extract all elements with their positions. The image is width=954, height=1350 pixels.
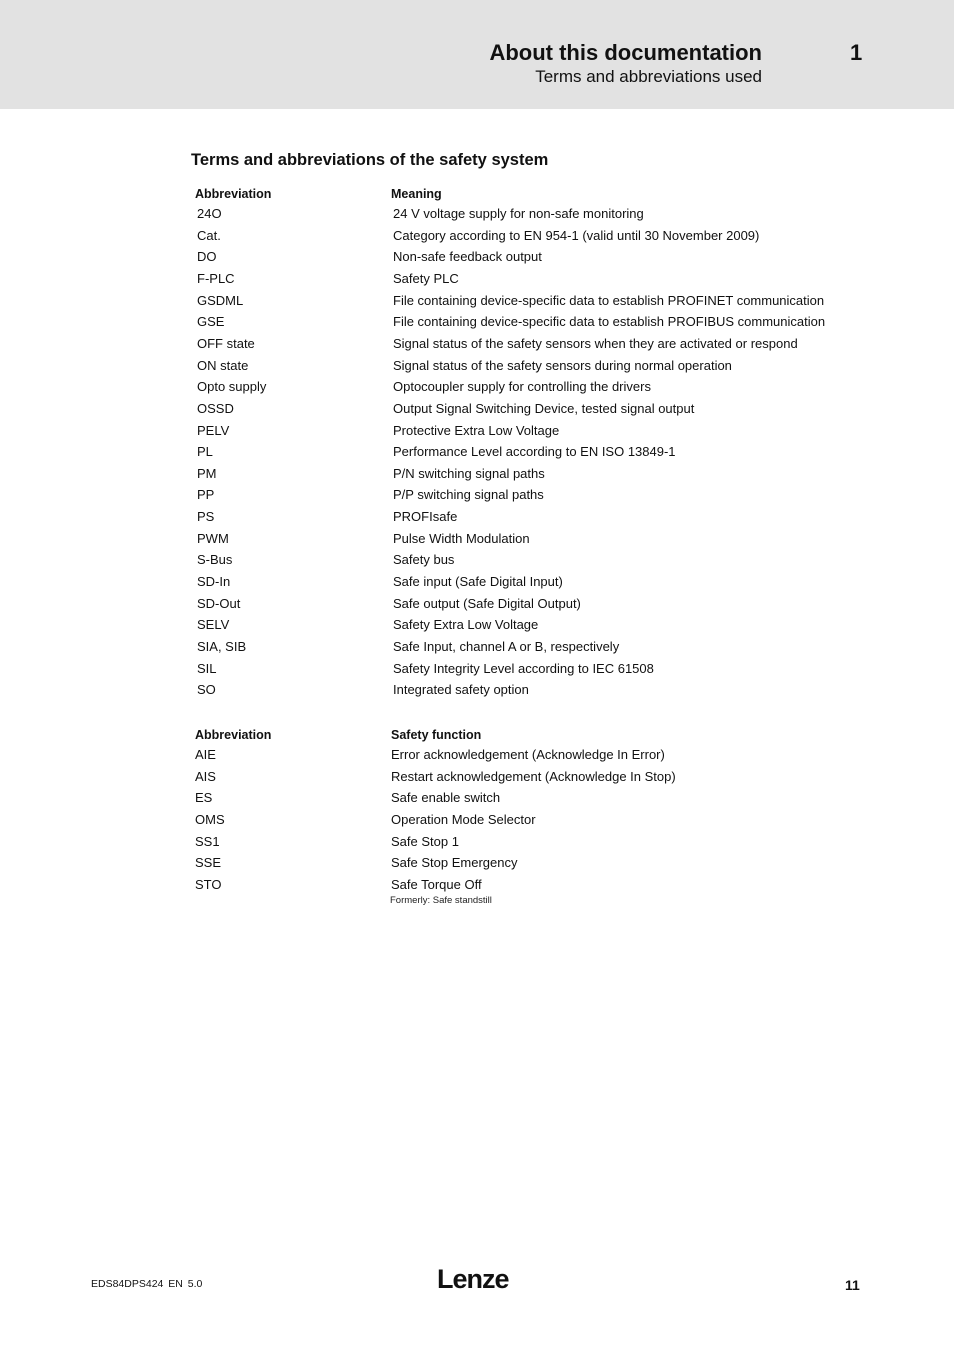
section-heading: Terms and abbreviations of the safety system	[191, 151, 549, 169]
meaning-cell: Integrated safety option	[393, 682, 529, 698]
chapter-subtitle: Terms and abbreviations used	[535, 67, 762, 86]
abbreviation-cell: GSE	[197, 314, 225, 330]
meaning-cell: Pulse Width Modulation	[393, 530, 530, 546]
meaning-cell: Safe input (Safe Digital Input)	[393, 574, 563, 590]
footer-doc-id: EDS84DPS424 EN 5.0	[91, 1278, 203, 1290]
abbreviation-cell: SIL	[197, 660, 217, 676]
meaning-cell: Safe Input, channel A or B, respectively	[393, 639, 620, 654]
meaning-cell: P/P switching signal paths	[393, 487, 544, 503]
abbreviation-cell: SSE	[195, 855, 222, 871]
chapter-title: About this documentation	[489, 40, 762, 65]
abbreviation-cell: PM	[197, 465, 217, 481]
meaning-cell: Safety Integrity Level according to IEC 61508	[393, 660, 654, 676]
abbreviation-cell: AIE	[195, 747, 216, 762]
abbreviation-cell: GSDML	[197, 292, 244, 308]
meaning-cell: File containing device-specific data to establish PROFIBUS communication	[393, 314, 826, 330]
abbreviation-cell: F-PLC	[197, 270, 235, 286]
abbreviation-cell: Opto supply	[197, 379, 267, 395]
abbreviation-cell: PP	[197, 487, 215, 503]
meaning-cell: Non-safe feedback output	[393, 249, 542, 265]
meaning-cell: Performance Level according to EN ISO 13849-1	[393, 444, 676, 460]
meaning-cell: Protective Extra Low Voltage	[393, 422, 560, 438]
meaning-cell: Restart acknowledgement (Acknowledge In Stop)	[391, 768, 676, 784]
abbreviation-cell: PS	[197, 509, 215, 525]
meaning-cell: Safe Stop 1	[391, 833, 459, 849]
meaning-cell: Safe output (Safe Digital Output)	[393, 595, 581, 611]
meaning-cell: File containing device-specific data to establish PROFINET communication	[393, 292, 825, 308]
meaning-cell: 24 V voltage supply for non-safe monitoring	[393, 206, 644, 221]
meaning-cell: Safety PLC	[393, 270, 459, 286]
abbreviation-cell: SIA, SIB	[197, 639, 247, 654]
page-number: 11	[845, 1277, 860, 1293]
abbreviation-cell: PELV	[197, 422, 230, 438]
meaning-cell: Output Signal Switching Device, tested signal output	[393, 400, 695, 416]
meaning-cell: Safety bus	[393, 552, 455, 568]
meaning-cell: Signal status of the safety sensors when they are activated or respond	[393, 335, 798, 351]
abbreviation-cell: SO	[197, 682, 216, 698]
abbreviation-cell: OSSD	[197, 400, 234, 416]
abbreviation-cell: Cat.	[197, 227, 221, 243]
abbreviation-cell: SD-Out	[197, 595, 241, 611]
column-header-abbreviation: Abbreviation	[195, 187, 272, 201]
column-header-meaning: Meaning	[391, 187, 442, 201]
abbreviation-cell: ON state	[197, 357, 249, 373]
abbreviation-cell: AIS	[195, 768, 216, 784]
meaning-cell: PROFIsafe	[393, 509, 458, 525]
abbreviation-cell: S-Bus	[197, 552, 233, 568]
sto-footnote: Formerly: Safe standstill	[390, 895, 492, 906]
abbreviation-cell: ES	[195, 790, 213, 806]
meaning-cell: Safe enable switch	[391, 790, 501, 806]
column-header-meaning: Safety function	[391, 728, 482, 742]
abbreviation-cell: SD-In	[197, 574, 231, 590]
meaning-cell: Optocoupler supply for controlling the drivers	[393, 379, 651, 395]
abbreviation-cell: PL	[197, 444, 213, 460]
abbreviation-cell: SS1	[195, 833, 220, 849]
meaning-cell: Operation Mode Selector	[391, 811, 536, 827]
meaning-cell: Safety Extra Low Voltage	[393, 617, 539, 633]
meaning-cell: Safe Stop Emergency	[391, 855, 518, 871]
meaning-cell: Safe Torque Off	[391, 876, 482, 892]
header-band	[0, 0, 954, 109]
abbreviation-cell: OMS	[195, 811, 225, 827]
lenze-logo: Lenze	[437, 1264, 509, 1294]
meaning-cell: Error acknowledgement (Acknowledge In Error)	[391, 747, 665, 762]
meaning-cell: P/N switching signal paths	[393, 465, 545, 481]
chapter-number: 1	[850, 40, 863, 65]
abbreviation-cell: OFF state	[197, 335, 255, 351]
abbreviation-cell: 24O	[197, 206, 222, 221]
meaning-cell: Signal status of the safety sensors during normal operation	[393, 357, 732, 373]
meaning-cell: Category according to EN 954-1 (valid until 30 November 2009)	[393, 227, 760, 243]
abbreviation-cell: STO	[195, 876, 222, 892]
abbreviation-cell: DO	[197, 249, 217, 265]
abbreviation-cell: SELV	[197, 617, 230, 633]
column-header-abbreviation: Abbreviation	[195, 728, 272, 742]
abbreviation-cell: PWM	[197, 530, 229, 546]
